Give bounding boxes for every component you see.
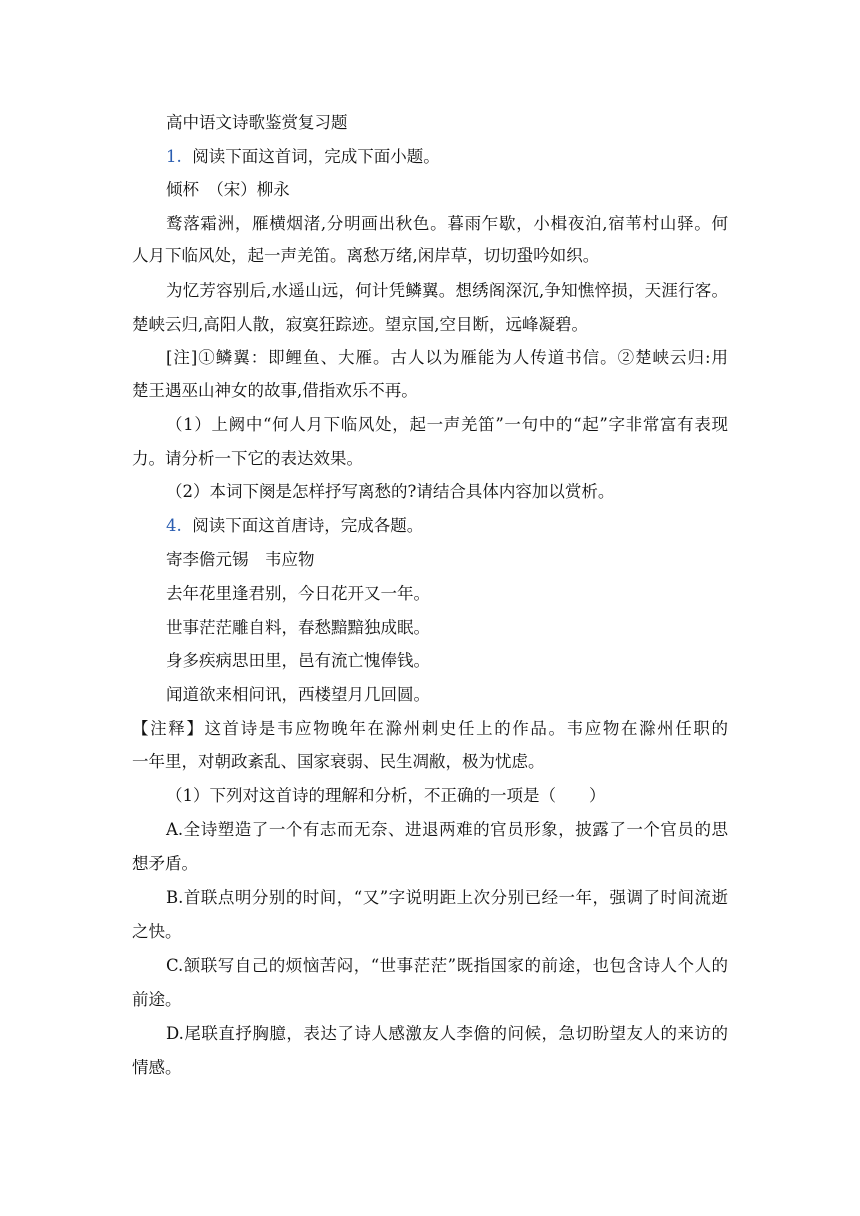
question-1-prompt: 阅读下面这首词，完成下面小题。 <box>192 147 440 166</box>
option-d-line-1: D.尾联直抒胸臆，表达了诗人感激友人李儋的问候，急切盼望友人的来访的 <box>166 1024 728 1043</box>
question-4-prompt: 阅读下面这首唐诗，完成各题。 <box>192 516 424 535</box>
option-c-line-2: 前途。 <box>132 990 182 1009</box>
option-a-line-2: 想矛盾。 <box>132 854 198 873</box>
question-4-sub-1: （1）下列对这首诗的理解和分析，不正确的一项是（ ） <box>166 786 606 805</box>
option-b-line-1: B.首联点明分别的时间，“又”字说明距上次分别已经一年，强调了时间流逝 <box>166 888 728 907</box>
poem-4-line-2: 世事茫茫雕自料，春愁黯黯独成眠。 <box>166 618 430 637</box>
poem-1-line-4: 楚峡云归,高阳人散，寂寞狂踪迹。望京国,空目断，远峰凝碧。 <box>132 315 588 334</box>
option-b-line-2: 之快。 <box>132 922 182 941</box>
question-4-number: 4. <box>166 516 182 535</box>
poem-4-note-line-2: 一年里，对朝政紊乱、国家衰弱、民生凋敝，极为忧虑。 <box>132 752 545 771</box>
poem-4-line-1: 去年花里逢君别，今日花开又一年。 <box>166 584 430 603</box>
poem-4-title: 寄李儋元锡 韦应物 <box>166 550 315 569</box>
poem-1-title: 倾杯 （宋）柳永 <box>166 180 290 199</box>
poem-1-line-1: 鹜落霜洲，雁横烟渚,分明画出秋色。暮雨乍歇，小楫夜泊,宿苇村山驿。何 <box>166 214 728 233</box>
option-c-line-1: C.颔联写自己的烦恼苦闷，“世事茫茫”既指国家的前途，也包含诗人个人的 <box>166 956 728 975</box>
poem-1-line-3: 为忆芳容别后,水遥山远，何计凭鳞翼。想绣阁深沉,争知憔悴损，天涯行客。 <box>166 281 728 300</box>
poem-4-line-3: 身多疾病思田里，邑有流亡愧俸钱。 <box>166 651 430 670</box>
option-d-line-2: 情感。 <box>132 1058 182 1077</box>
question-1-sub-1-line-1: （1）上阙中“何人月下临风处，起一声羌笛”一句中的“起”字非常富有表现 <box>166 415 728 434</box>
document-title: 高中语文诗歌鉴赏复习题 <box>166 113 348 132</box>
poem-1-line-2: 人月下临风处，起一声羌笛。离愁万绪,闲岸草，切切蛩吟如织。 <box>132 246 600 265</box>
poem-1-note-line-2: 楚王遇巫山神女的故事,借指欢乐不再。 <box>132 381 418 400</box>
question-1-sub-2: （2）本词下阕是怎样抒写离愁的?请结合具体内容加以赏析。 <box>166 482 615 501</box>
option-a-line-1: A.全诗塑造了一个有志而无奈、进退两难的官员形象，披露了一个官员的思 <box>166 820 728 839</box>
question-1-sub-1-line-2: 力。请分析一下它的表达效果。 <box>132 449 363 468</box>
question-4-header <box>166 516 423 536</box>
poem-1-note-line-1: [注]①鳞翼：即鲤鱼、大雁。古人以为雁能为人传道书信。②楚峡云归:用 <box>166 348 728 367</box>
question-1-number: 1. <box>166 147 182 166</box>
question-1-header <box>166 147 440 167</box>
poem-4-note-line-1: 【注释】这首诗是韦应物晚年在滁州刺史任上的作品。韦应物在滁州任职的 <box>132 719 728 738</box>
poem-4-line-4: 闻道欲来相问讯，西楼望月几回圆。 <box>166 685 430 704</box>
